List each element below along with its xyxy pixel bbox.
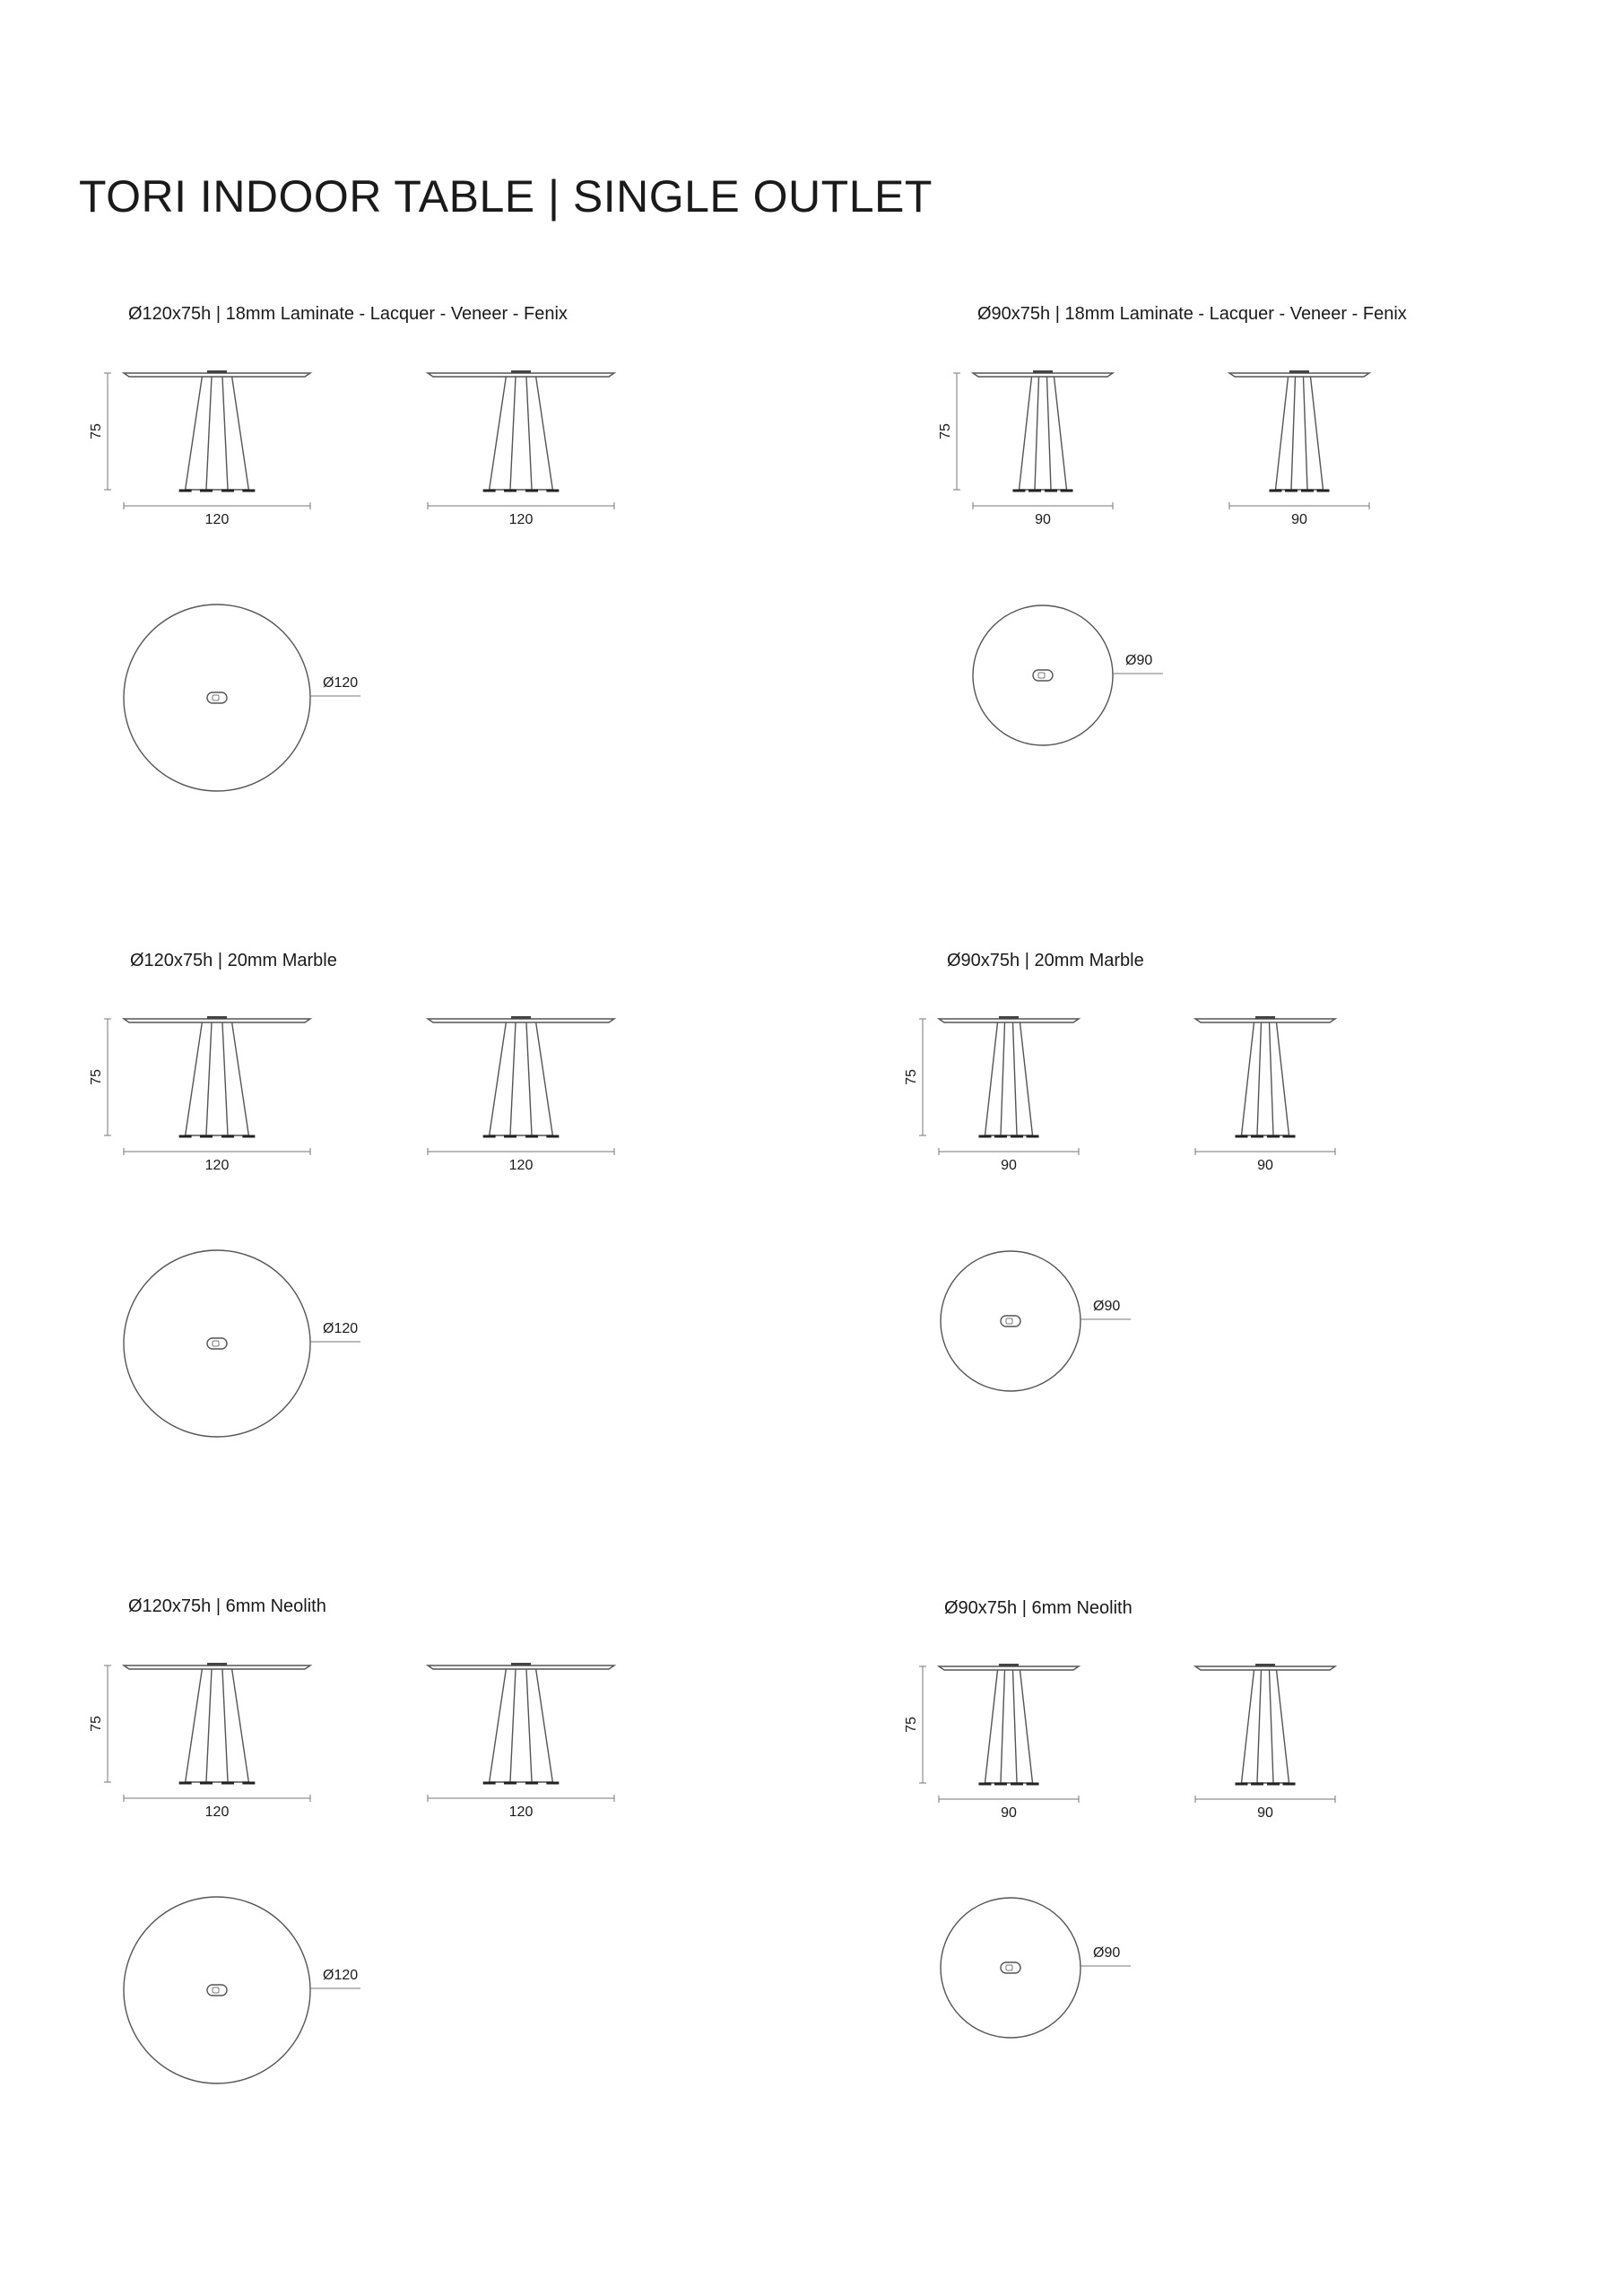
table-top: [939, 1666, 1079, 1670]
column-fin: [1303, 377, 1307, 490]
column-fin: [206, 377, 212, 490]
outlet-socket: [1006, 1965, 1012, 1970]
outlet-cap: [511, 1663, 531, 1665]
column-fin: [1035, 377, 1039, 490]
outlet-socket: [213, 1987, 219, 1993]
spec-block-s2: [938, 304, 1407, 745]
outlet-cap: [207, 370, 227, 373]
spec-label: Ø120x75h | 18mm Laminate - Lacquer - Veneer - Fenix: [128, 304, 568, 324]
column-fin: [1012, 1670, 1017, 1783]
diameter-label: Ø90: [1093, 1945, 1121, 1961]
table-plan-circle: [124, 1897, 310, 2083]
column-fin: [1269, 1670, 1273, 1783]
column-outline: [985, 1022, 1032, 1135]
column-fin: [510, 1669, 516, 1782]
spec-label: Ø90x75h | 18mm Laminate - Lacquer - Veneer - Fenix: [977, 304, 1407, 324]
table-top: [124, 1665, 310, 1669]
column-fin: [526, 1669, 532, 1782]
column-fin: [526, 377, 532, 490]
page-title: TORI INDOOR TABLE | SINGLE OUTLET: [79, 171, 933, 222]
diameter-label: Ø90: [1093, 1299, 1121, 1314]
diameter-label: Ø120: [323, 1968, 359, 1983]
column-fin: [222, 1669, 228, 1782]
width-label: 90: [1257, 1805, 1273, 1821]
column-fin: [1046, 377, 1051, 490]
table-plan-circle: [941, 1898, 1081, 2038]
column-fin: [1012, 1022, 1017, 1135]
height-label: 75: [904, 1717, 919, 1733]
outlet-cap: [511, 370, 531, 373]
outlet-cap: [999, 1664, 1019, 1666]
table-top: [1195, 1019, 1335, 1022]
spec-label: Ø120x75h | 6mm Neolith: [128, 1596, 326, 1616]
outlet-cap: [207, 1663, 227, 1665]
table-top: [428, 1019, 614, 1022]
column-fin: [1001, 1670, 1005, 1783]
column-outline: [186, 1669, 249, 1782]
height-label: 75: [904, 1069, 919, 1085]
width-label: 120: [204, 1158, 230, 1173]
column-outline: [186, 377, 249, 490]
width-label: 90: [1291, 512, 1307, 527]
column-fin: [1291, 377, 1296, 490]
width-label: 120: [204, 512, 230, 527]
column-fin: [222, 1022, 228, 1135]
width-label: 120: [508, 512, 534, 527]
column-outline: [490, 377, 553, 490]
column-outline: [1275, 377, 1323, 490]
spec-block-s5: [89, 1596, 614, 2083]
spec-label: Ø120x75h | 20mm Marble: [130, 951, 337, 970]
outlet-cap: [1255, 1664, 1275, 1666]
table-top: [124, 373, 310, 377]
outlet-socket: [1006, 1318, 1012, 1324]
column-outline: [1241, 1670, 1289, 1783]
spec-block-s6: [904, 1598, 1335, 2038]
outlet-icon: [207, 1985, 227, 1996]
spec-block-s4: [904, 951, 1335, 1391]
width-label: 120: [508, 1158, 534, 1173]
diameter-label: Ø120: [323, 675, 359, 691]
column-outline: [490, 1669, 553, 1782]
column-fin: [526, 1022, 532, 1135]
diameter-label: Ø90: [1125, 653, 1153, 668]
height-label: 75: [89, 1716, 104, 1732]
outlet-cap: [1289, 370, 1309, 373]
outlet-icon: [1001, 1316, 1020, 1326]
outlet-icon: [1001, 1962, 1020, 1973]
table-plan-circle: [124, 1250, 310, 1437]
table-top: [973, 373, 1113, 377]
height-label: 75: [938, 423, 953, 439]
table-top: [1195, 1666, 1335, 1670]
width-label: 90: [1001, 1805, 1017, 1821]
spec-label: Ø90x75h | 20mm Marble: [947, 951, 1144, 970]
table-plan-circle: [124, 604, 310, 791]
column-fin: [1269, 1022, 1273, 1135]
column-fin: [206, 1669, 212, 1782]
column-outline: [186, 1022, 249, 1135]
column-fin: [1001, 1022, 1005, 1135]
table-top: [428, 1665, 614, 1669]
column-outline: [1241, 1022, 1289, 1135]
column-fin: [1257, 1670, 1262, 1783]
table-top: [428, 373, 614, 377]
table-top: [124, 1019, 310, 1022]
column-fin: [510, 377, 516, 490]
height-label: 75: [89, 1069, 104, 1085]
column-fin: [222, 377, 228, 490]
outlet-icon: [207, 692, 227, 703]
outlet-cap: [1255, 1016, 1275, 1019]
spec-label: Ø90x75h | 6mm Neolith: [944, 1598, 1133, 1618]
outlet-socket: [213, 1341, 219, 1346]
outlet-socket: [1038, 673, 1045, 678]
outlet-cap: [999, 1016, 1019, 1019]
table-top: [1229, 373, 1369, 377]
height-label: 75: [89, 423, 104, 439]
column-fin: [1257, 1022, 1262, 1135]
table-top: [939, 1019, 1079, 1022]
outlet-cap: [1033, 370, 1053, 373]
spec-block-s1: [89, 304, 614, 791]
width-label: 90: [1001, 1158, 1017, 1173]
column-fin: [206, 1022, 212, 1135]
outlet-icon: [207, 1338, 227, 1349]
outlet-icon: [1033, 670, 1053, 681]
width-label: 120: [508, 1805, 534, 1820]
outlet-cap: [207, 1016, 227, 1019]
column-fin: [510, 1022, 516, 1135]
outlet-cap: [511, 1016, 531, 1019]
diameter-label: Ø120: [323, 1321, 359, 1336]
spec-block-s3: [89, 951, 614, 1437]
table-plan-circle: [941, 1251, 1081, 1391]
column-outline: [985, 1670, 1032, 1783]
width-label: 120: [204, 1805, 230, 1820]
table-plan-circle: [973, 605, 1113, 745]
outlet-socket: [213, 695, 219, 700]
width-label: 90: [1035, 512, 1051, 527]
width-label: 90: [1257, 1158, 1273, 1173]
column-outline: [1019, 377, 1066, 490]
column-outline: [490, 1022, 553, 1135]
